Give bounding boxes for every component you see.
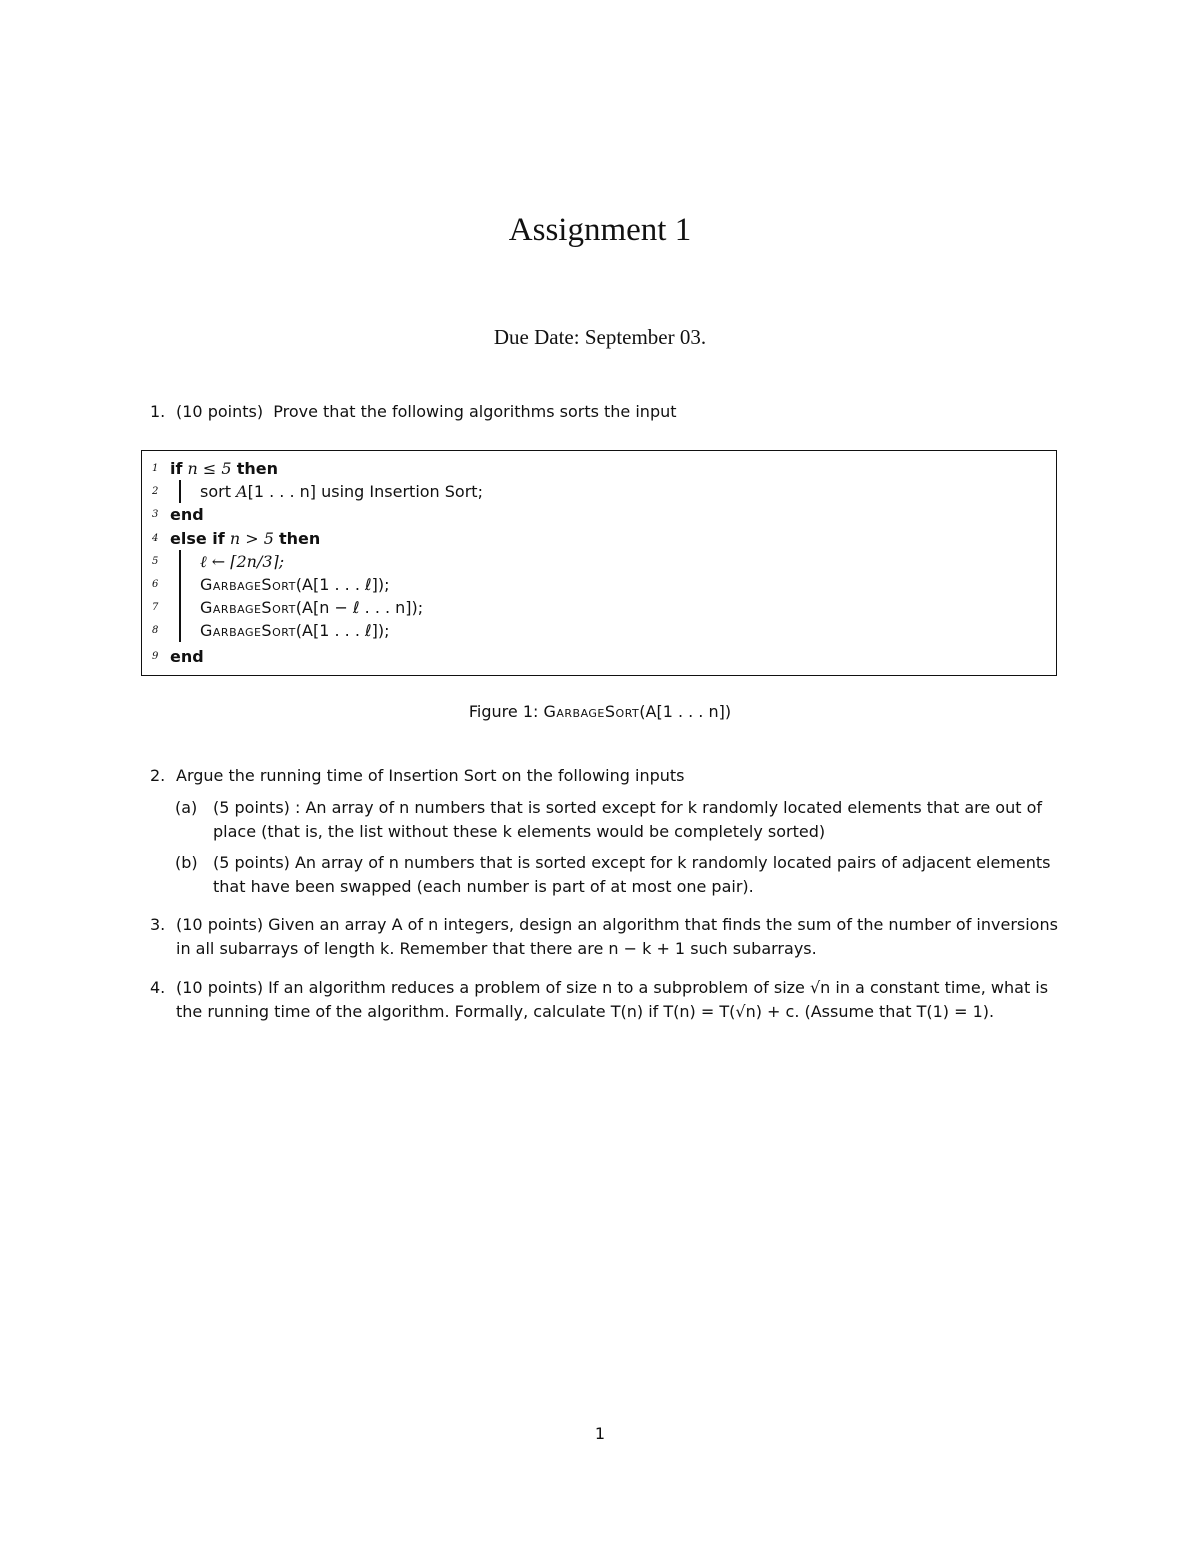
math-var: A xyxy=(236,482,248,501)
question-body: Prove that the following algorithms sorts the input xyxy=(273,402,677,421)
keyword-then: then xyxy=(278,529,321,548)
question-2b xyxy=(175,851,1065,901)
subquestion-label: (a) xyxy=(175,798,198,817)
question-points: (10 points) xyxy=(176,402,264,421)
algorithm-line xyxy=(142,457,1042,480)
figure-caption xyxy=(0,702,1200,721)
question-text: Argue the running time of Insertion Sort on the following inputs xyxy=(176,766,685,785)
function-args: (A[1 . . . ℓ]); xyxy=(295,575,390,594)
algorithm-line xyxy=(142,550,1042,573)
function-name: GarbageSort xyxy=(200,621,296,640)
algorithm-line xyxy=(142,480,1042,503)
line-code: ℓ ← ⌈2n/3⌉; xyxy=(200,552,285,571)
subquestion-text: (5 points) : An array of n numbers that is sorted except for k randomly located elements that are out of place (that is, the list without these k elements would be completely sorted) xyxy=(213,798,1043,841)
algorithm-box xyxy=(141,450,1057,676)
indent-bar xyxy=(179,573,181,596)
question-4 xyxy=(150,976,1070,1026)
keyword-else-if: else if xyxy=(170,529,225,548)
question-1 xyxy=(150,400,1070,424)
line-code xyxy=(200,596,423,619)
keyword-end: end xyxy=(170,647,204,666)
line-number: 2 xyxy=(152,486,159,497)
line-number: 1 xyxy=(152,463,159,474)
line-number: 3 xyxy=(152,509,159,520)
subquestion-text: (5 points) An array of n numbers that is sorted except for k randomly located pairs of adjacent elements that have been swapped (each number is part of at most one pair). xyxy=(213,853,1051,896)
algorithm-line xyxy=(142,619,1042,642)
line-code xyxy=(200,619,390,642)
line-number: 4 xyxy=(152,533,159,544)
keyword-then: then xyxy=(236,459,278,478)
algorithm-line xyxy=(142,503,1042,526)
question-number: 1. xyxy=(150,402,166,421)
question-3 xyxy=(150,913,1070,963)
caption-prefix: Figure 1: xyxy=(468,702,544,721)
question-2 xyxy=(150,764,1070,788)
line-code xyxy=(170,527,320,550)
line-code xyxy=(200,480,483,503)
line-number: 8 xyxy=(152,625,159,636)
algorithm-line xyxy=(142,573,1042,596)
question-number: 4. xyxy=(150,978,166,997)
indent-bar xyxy=(179,619,181,642)
indent-bar xyxy=(179,596,181,619)
due-date: Due Date: September 03. xyxy=(493,325,707,349)
algorithm-line xyxy=(142,645,1042,668)
code-text: sort xyxy=(200,482,237,501)
code-text: [1 . . . n] using Insertion Sort; xyxy=(247,482,483,501)
indent-bar xyxy=(179,480,181,503)
line-number: 7 xyxy=(152,602,159,613)
function-name: GarbageSort xyxy=(200,575,296,594)
line-number: 6 xyxy=(152,579,159,590)
subquestion-label: (b) xyxy=(175,853,198,872)
line-code xyxy=(170,457,278,480)
keyword-if: if xyxy=(170,459,183,478)
question-number: 3. xyxy=(150,915,166,934)
math-condition: n > 5 xyxy=(224,529,279,548)
algorithm-line xyxy=(142,527,1042,550)
line-code xyxy=(200,573,390,596)
indent-bar xyxy=(179,550,181,573)
question-2a xyxy=(175,796,1065,846)
function-name: GarbageSort xyxy=(200,598,296,617)
question-text: (10 points) Given an array A of n integers, design an algorithm that finds the sum of the number of inversions in all subarrays of length k. Remember that there are n − k + 1 such subarrays. xyxy=(176,915,1058,958)
function-args: (A[n − ℓ . . . n]); xyxy=(295,598,424,617)
keyword-end: end xyxy=(170,505,204,524)
algorithm-line xyxy=(142,596,1042,619)
line-number: 5 xyxy=(152,556,159,567)
caption-args: (A[1 . . . n]) xyxy=(639,702,732,721)
function-args: (A[1 . . . ℓ]); xyxy=(295,621,390,640)
question-number: 2. xyxy=(150,766,166,785)
line-number: 9 xyxy=(152,651,159,662)
question-text: (10 points) If an algorithm reduces a problem of size n to a subproblem of size √n in a constant time, what is the running time of the algorithm. Formally, calculate T(n) if T(n) = T(√n) + c. (Assume that T(1) = 1). xyxy=(176,978,1049,1021)
question-text xyxy=(176,400,677,424)
page-number: 1 xyxy=(594,1424,606,1443)
page-title: Assignment 1 xyxy=(508,212,692,248)
caption-function: GarbageSort xyxy=(543,702,640,721)
math-condition: n ≤ 5 xyxy=(182,459,237,478)
